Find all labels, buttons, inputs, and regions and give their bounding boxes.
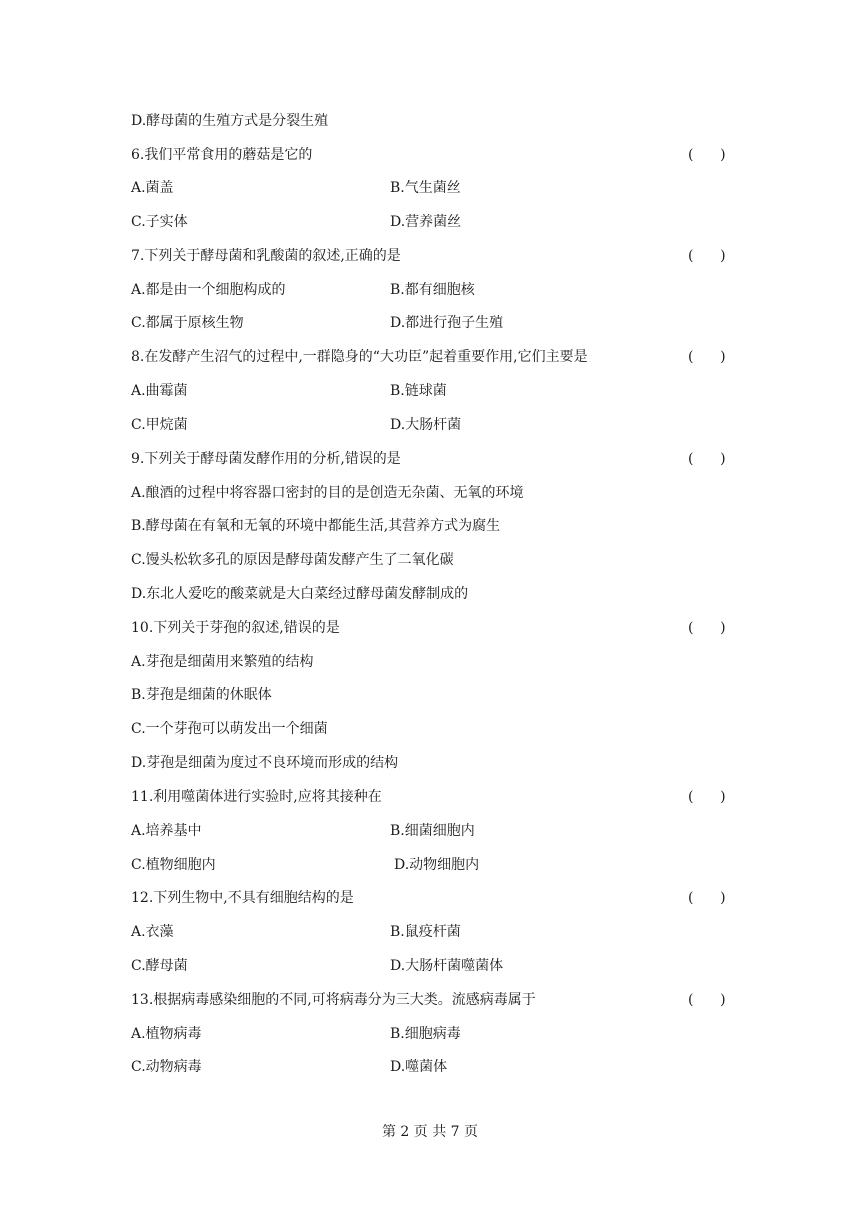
option-q8-d: D.大肠杆菌 (390, 417, 462, 433)
option-q11-d: D.动物细胞内 (394, 857, 480, 873)
option-q10-c: C.一个芽孢可以萌发出一个细菌 (131, 721, 328, 737)
option-q11-b: B.细菌细胞内 (390, 823, 475, 839)
answer-blank-q11: ( ) (688, 789, 726, 805)
option-q8-c: C.甲烷菌 (131, 417, 188, 433)
option-q6-a: A.菌盖 (131, 180, 174, 196)
option-q7-b: B.都有细胞核 (390, 282, 475, 298)
option-q6-b: B.气生菌丝 (390, 180, 461, 196)
question-8-stem: 8.在发酵产生沼气的过程中,一群隐身的“大功臣”起着重要作用,它们主要是 (131, 349, 588, 365)
option-q13-d: D.噬菌体 (390, 1059, 448, 1075)
option-q11-c: C.植物细胞内 (131, 857, 216, 873)
page-number-footer: 第 2 页 共 7 页 (381, 1124, 479, 1140)
option-q9-d: D.东北人爱吃的酸菜就是大白菜经过酵母菌发酵制成的 (131, 586, 469, 602)
question-10-stem: 10.下列关于芽孢的叙述,错误的是 (131, 620, 340, 636)
option-q10-a: A.芽孢是细菌用来繁殖的结构 (131, 654, 314, 670)
option-q9-b: B.酵母菌在有氧和无氧的环境中都能生活,其营养方式为腐生 (131, 518, 501, 534)
question-7-stem: 7.下列关于酵母菌和乳酸菌的叙述,正确的是 (131, 248, 401, 264)
answer-blank-q13: ( ) (688, 992, 726, 1008)
option-q13-a: A.植物病毒 (131, 1026, 202, 1042)
question-9-stem: 9.下列关于酵母菌发酵作用的分析,错误的是 (131, 451, 401, 467)
option-q7-d: D.都进行孢子生殖 (390, 315, 504, 331)
option-q10-b: B.芽孢是细菌的休眠体 (131, 687, 272, 703)
option-q7-a: A.都是由一个细胞构成的 (131, 282, 286, 298)
answer-blank-q6: ( ) (688, 147, 726, 163)
option-q13-c: C.动物病毒 (131, 1059, 202, 1075)
answer-blank-q7: ( ) (688, 248, 726, 264)
option-q12-b: B.鼠疫杆菌 (390, 924, 461, 940)
option-q12-a: A.衣藻 (131, 924, 174, 940)
option-q6-c: C.子实体 (131, 214, 188, 230)
option-q10-d: D.芽孢是细菌为度过不良环境而形成的结构 (131, 755, 399, 771)
option-q7-c: C.都属于原核生物 (131, 315, 244, 331)
question-13-stem: 13.根据病毒感染细胞的不同,可将病毒分为三大类。流感病毒属于 (131, 992, 536, 1008)
question-11-stem: 11.利用噬菌体进行实验时,应将其接种在 (131, 789, 382, 805)
answer-blank-q12: ( ) (688, 890, 726, 906)
answer-blank-q10: ( ) (688, 620, 726, 636)
option-q8-b: B.链球菌 (390, 383, 447, 399)
option-q5-d: D.酵母菌的生殖方式是分裂生殖 (131, 113, 329, 129)
option-q9-a: A.酿酒的过程中将容器口密封的目的是创造无杂菌、无氧的环境 (131, 485, 524, 501)
option-q13-b: B.细胞病毒 (390, 1026, 461, 1042)
answer-blank-q9: ( ) (688, 451, 726, 467)
option-q12-c: C.酵母菌 (131, 958, 188, 974)
option-q6-d: D.营养菌丝 (390, 214, 462, 230)
answer-blank-q8: ( ) (688, 349, 726, 365)
option-q12-d: D.大肠杆菌噬菌体 (390, 958, 504, 974)
question-6-stem: 6.我们平常食用的蘑菇是它的 (131, 147, 313, 163)
option-q9-c: C.馒头松软多孔的原因是酵母菌发酵产生了二氧化碳 (131, 552, 454, 568)
option-q8-a: A.曲霉菌 (131, 383, 188, 399)
option-q11-a: A.培养基中 (131, 823, 202, 839)
question-12-stem: 12.下列生物中,不具有细胞结构的是 (131, 890, 354, 906)
